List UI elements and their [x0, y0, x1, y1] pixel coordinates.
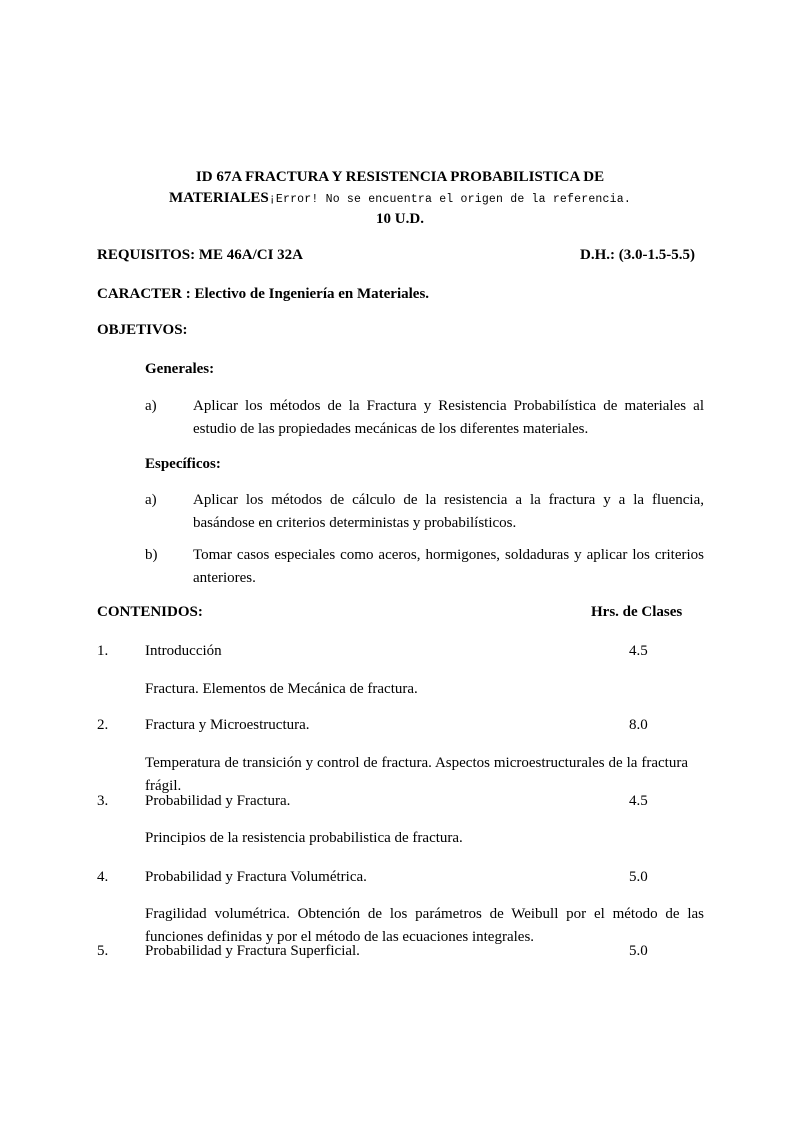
caracter-value: Electivo de Ingeniería en Materiales.	[194, 286, 430, 302]
error-reference-text: ¡Error! No se encuentra el origen de la referencia.	[268, 193, 631, 206]
course-title-line1: ID 67A FRACTURA Y RESISTENCIA PROBABILISTICA DE	[195, 169, 605, 185]
contenidos-heading: CONTENIDOS:	[97, 604, 203, 620]
hours-heading: Hrs. de Clases	[591, 604, 683, 620]
content-item-description: Fragilidad volumétrica. Obtención de los parámetros de Weibull por el método de las funciones definidas y por el método de las ecuaciones integrales.	[145, 906, 704, 945]
content-item-hours: 5.0	[629, 943, 648, 959]
content-item-number: 5.	[97, 943, 109, 959]
caracter-label: CARACTER :	[97, 286, 191, 302]
generales-heading: Generales:	[145, 361, 215, 377]
content-item-hours: 5.0	[629, 869, 648, 885]
content-item-hours: 8.0	[629, 717, 648, 733]
list-marker: a)	[145, 492, 157, 508]
content-item-title: Probabilidad y Fractura.	[145, 793, 291, 809]
list-marker: a)	[145, 398, 157, 414]
content-item-description: Principios de la resistencia probabilistica de fractura.	[145, 830, 463, 846]
content-item-hours: 4.5	[629, 793, 648, 809]
requisitos-label: REQUISITOS: ME 46A/CI 32A	[97, 247, 304, 263]
especificos-heading: Específicos:	[145, 456, 221, 472]
list-item-text: Aplicar los métodos de cálculo de la resistencia a la fractura y a la fluencia, basándose en criterios deterministas y probabilísticos.	[193, 492, 704, 531]
content-item-title: Introducción	[145, 643, 222, 659]
course-units: 10 U.D.	[376, 211, 424, 227]
content-item-number: 4.	[97, 869, 109, 885]
content-item-hours: 4.5	[629, 643, 648, 659]
content-item-number: 1.	[97, 643, 109, 659]
course-title-materiales: MATERIALES	[169, 190, 269, 206]
content-item-title: Probabilidad y Fractura Volumétrica.	[145, 869, 367, 885]
content-item-description: Fractura. Elementos de Mecánica de fractura.	[145, 681, 418, 697]
content-item-title: Fractura y Microestructura.	[145, 717, 310, 733]
dh-value: D.H.: (3.0-1.5-5.5)	[580, 247, 695, 263]
objetivos-heading: OBJETIVOS:	[97, 322, 188, 338]
content-item-description: Temperatura de transición y control de fractura. Aspectos microestructurales de la fractura frágil.	[145, 755, 688, 794]
list-item-text: Aplicar los métodos de la Fractura y Resistencia Probabilística de materiales al estudio de las propiedades mecánicas de los diferentes materiales.	[193, 398, 704, 437]
content-item-number: 3.	[97, 793, 109, 809]
list-marker: b)	[145, 547, 158, 563]
content-item-title: Probabilidad y Fractura Superficial.	[145, 943, 360, 959]
caracter-line	[97, 283, 429, 306]
list-item-text: Tomar casos especiales como aceros, hormigones, soldaduras y aplicar los criterios anteriores.	[193, 547, 704, 586]
content-item-number: 2.	[97, 717, 109, 733]
